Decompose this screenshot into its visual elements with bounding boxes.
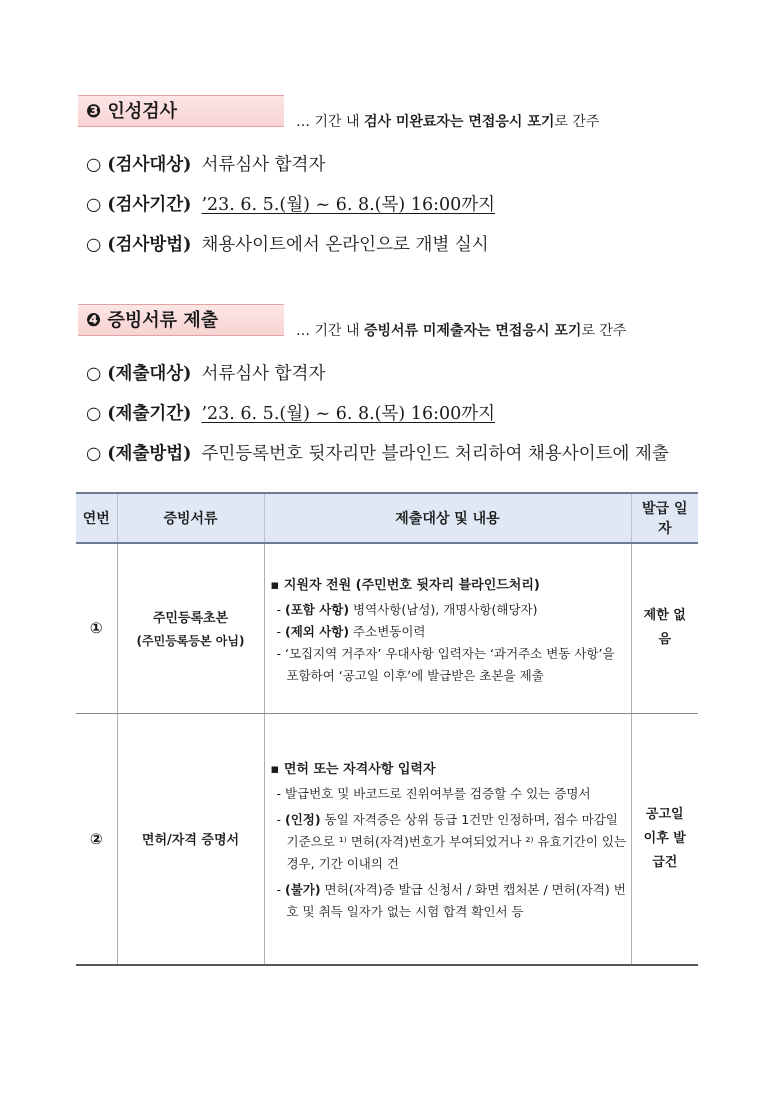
bullet: ○ <box>86 364 102 384</box>
row-content <box>264 543 631 713</box>
note-bold: 검사 미완료자는 면접응시 포기 <box>363 114 555 130</box>
content-item: - ‘모집지역 거주자’ 우대사항 입력자는 ‘과거주소 변동 사항’을 포함하여 ‘공고일 이후’에 발급받은 초본을 제출 <box>276 645 615 683</box>
line-text: ’23. 6. 5.(월) ~ 6. 8.(목) 16:00까지 <box>201 404 496 424</box>
content-item: - (제외 사항) 주소변동이력 <box>276 623 426 639</box>
table-header-row <box>76 493 698 543</box>
row-date: 제한 없음 <box>631 543 698 713</box>
section3-note <box>296 111 599 131</box>
line-label: (제출대상) <box>107 364 192 384</box>
item-tag: (제외 사항) <box>284 623 350 639</box>
item-text: 면허(자격)증 발급 신청서 / 화면 캡처본 / 면허(자격) 번호 및 취득 일자가 없는 시험 합격 확인서 등 <box>286 882 626 920</box>
section4-line-period <box>86 400 495 425</box>
section3-line-period <box>86 191 495 216</box>
line-label: (제출방법) <box>107 444 192 464</box>
row-number: ② <box>76 713 117 965</box>
section4-note <box>296 320 626 340</box>
header-doc: 증빙서류 <box>117 493 264 543</box>
section4-line-method <box>86 440 669 465</box>
bullet: ○ <box>86 195 102 215</box>
item-text: 동일 자격증은 상위 등급 1건만 인정하며, 접수 마감일 기준으로 ¹⁾ 면허(자격)번호가 부여되었거나 ²⁾ 유효기간이 있는 경우, 기간 이내의 건 <box>286 812 627 872</box>
bullet: ○ <box>86 235 102 255</box>
item-tag: (인정) <box>284 812 321 828</box>
content-item: - (인정) 동일 자격증은 상위 등급 1건만 인정하며, 접수 마감일 기준으로 ¹⁾ 면허(자격)번호가 부여되었거나 ²⁾ 유효기간이 있는 경우, 기간 이내의 건 <box>276 812 627 872</box>
table-row <box>76 543 698 713</box>
line-label: (검사방법) <box>107 235 192 255</box>
header-no: 연번 <box>76 493 117 543</box>
section3-line-method <box>86 231 489 256</box>
doc-name: 주민등록초본 <box>152 611 229 627</box>
line-label: (검사기간) <box>107 195 192 215</box>
content-item: - (불가) 면허(자격)증 발급 신청서 / 화면 캡처본 / 면허(자격) 번호 및 취득 일자가 없는 시험 합격 확인서 등 <box>276 882 626 920</box>
row-content <box>264 713 631 965</box>
note-prefix: … 기간 내 <box>296 114 364 130</box>
header-date: 발급 일자 <box>631 493 698 543</box>
doc-sub: (주민등록등본 아님) <box>136 634 245 649</box>
section4-heading: ❹ 증빙서류 제출 <box>78 304 284 336</box>
item-text: ‘모집지역 거주자’ 우대사항 입력자는 ‘과거주소 변동 사항’을 포함하여 ‘공고일 이후’에 발급받은 초본을 제출 <box>284 645 615 683</box>
section3-line-target <box>86 151 325 176</box>
bullet: ○ <box>86 404 102 424</box>
bullet: ○ <box>86 444 102 464</box>
content-head: ▪ 지원자 전원 (주민번호 뒷자리 블라인드처리) <box>270 577 540 593</box>
row-number: ① <box>76 543 117 713</box>
line-text: ’23. 6. 5.(월) ~ 6. 8.(목) 16:00까지 <box>201 195 496 215</box>
section3-heading: ❸ 인성검사 <box>78 95 284 127</box>
note-prefix: … 기간 내 <box>296 323 364 339</box>
note-bold: 증빙서류 미제출자는 면접응시 포기 <box>363 323 582 339</box>
item-text: 주소변동이력 <box>353 623 426 639</box>
item-text: 병역사항(남성), 개명사항(해당자) <box>353 601 538 617</box>
row-doc <box>117 543 264 713</box>
content-item: - (포함 사항) 병역사항(남성), 개명사항(해당자) <box>276 601 538 617</box>
item-tag: (불가) <box>284 882 321 898</box>
item-text: 발급번호 및 바코드로 진위여부를 검증할 수 있는 증명서 <box>284 786 591 802</box>
content-head: ▪ 면허 또는 자격사항 입력자 <box>270 762 436 778</box>
row-date: 공고일 이후 발급건 <box>631 713 698 965</box>
line-label: (제출기간) <box>107 404 192 424</box>
content-item: - 발급번호 및 바코드로 진위여부를 검증할 수 있는 증명서 <box>276 786 591 802</box>
line-label: (검사대상) <box>107 155 192 175</box>
item-tag: (포함 사항) <box>284 601 350 617</box>
line-text: 서류심사 합격자 <box>201 155 326 175</box>
note-suffix: 로 간주 <box>554 114 600 130</box>
row-doc: 면허/자격 증명서 <box>117 713 264 965</box>
section4-line-target <box>86 360 325 385</box>
evidence-table <box>76 492 698 966</box>
line-text: 주민등록번호 뒷자리만 블라인드 처리하여 채용사이트에 제출 <box>201 444 669 464</box>
line-text: 서류심사 합격자 <box>201 364 326 384</box>
line-text: 채용사이트에서 온라인으로 개별 실시 <box>201 235 489 255</box>
header-content: 제출대상 및 내용 <box>264 493 631 543</box>
table-row <box>76 713 698 965</box>
bullet: ○ <box>86 155 102 175</box>
note-suffix: 로 간주 <box>581 323 627 339</box>
